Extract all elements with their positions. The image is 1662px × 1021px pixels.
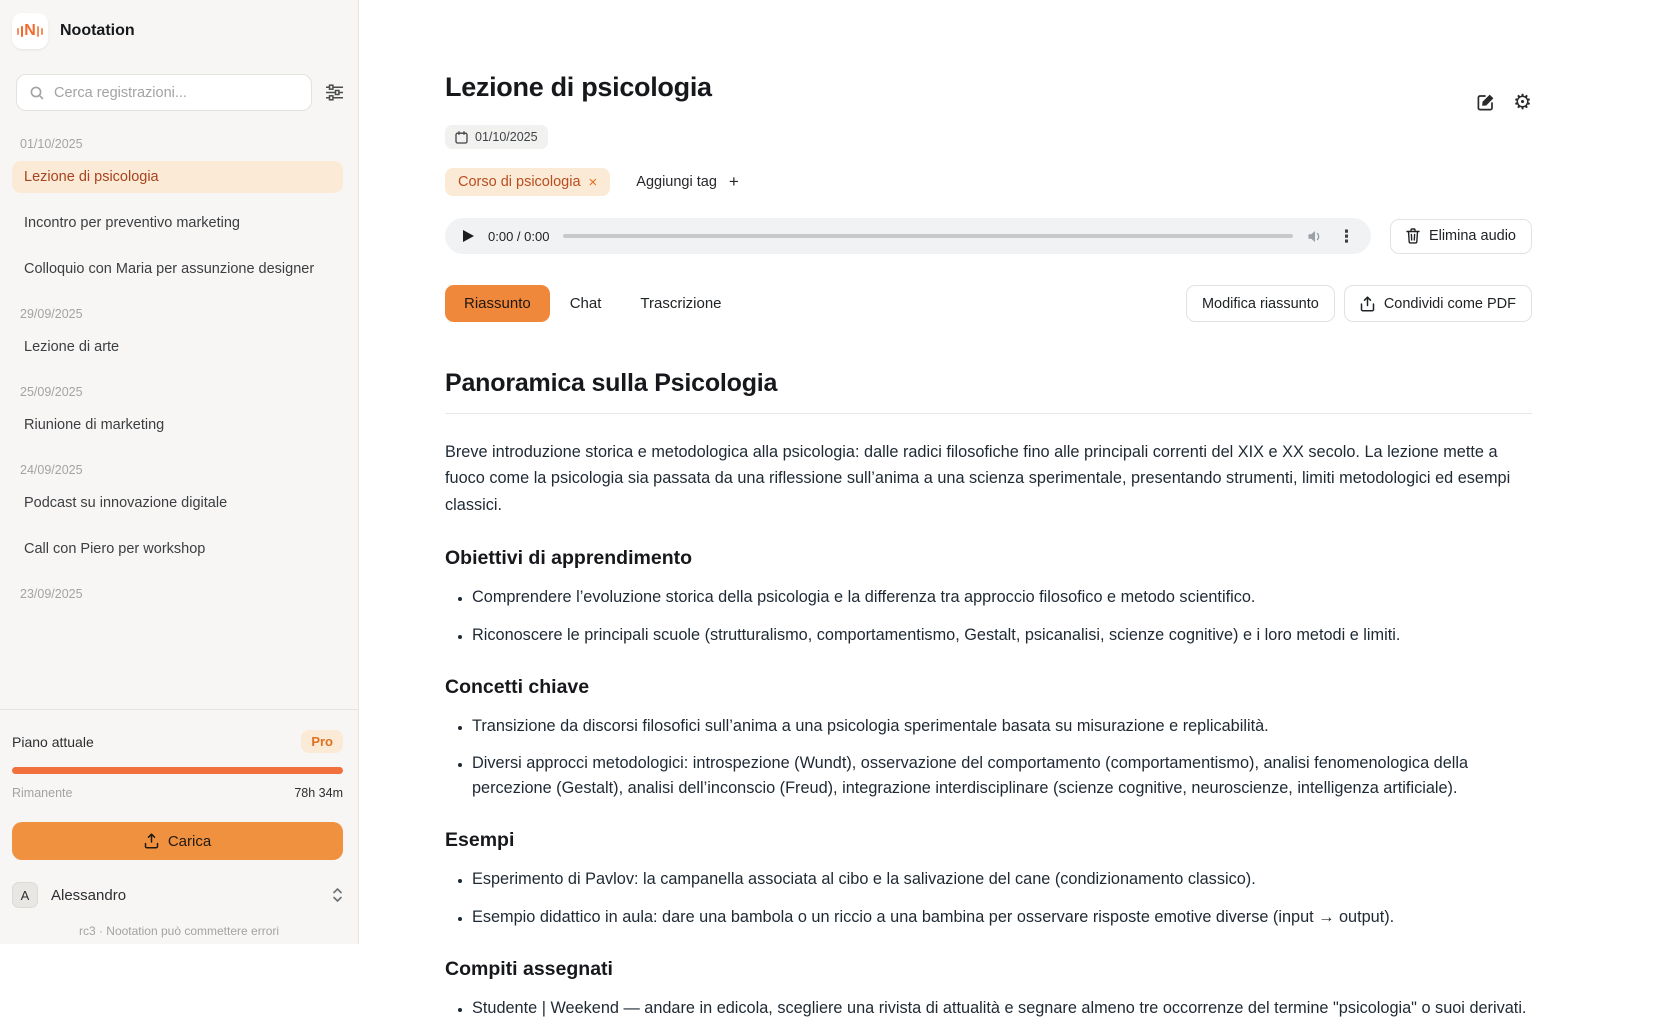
group-date: 29/09/2025 — [12, 307, 343, 321]
tab-trascrizione[interactable]: Trascrizione — [621, 285, 740, 322]
bullet-item: • Esempio didattico in aula: dare una bambola o un riccio a una bambina per osservare risposte emotive diverse (input → output). — [472, 905, 1532, 929]
tabs-row — [445, 285, 1532, 322]
bullet-item: • Esperimento di Pavlov: la campanella associata al cibo e la salivazione del cane (condizionamento classico). — [472, 867, 1532, 891]
audio-row — [445, 218, 1532, 254]
gear-icon: ⚙ — [1513, 92, 1532, 113]
footer-disclaimer: rc3 · Nootation può commettere errori — [0, 924, 358, 938]
tab-chat[interactable]: Chat — [551, 285, 621, 322]
waveform-icon — [37, 26, 43, 37]
search-input[interactable] — [54, 85, 299, 101]
recording-item[interactable]: Colloquio con Maria per assunzione designer — [12, 253, 343, 285]
search-icon — [29, 85, 45, 101]
tag-row — [445, 168, 1532, 196]
date-badge — [445, 125, 548, 149]
add-tag-button[interactable] — [636, 172, 739, 192]
divider — [445, 413, 1532, 414]
settings-button[interactable] — [1513, 92, 1532, 113]
date-badge-label: 01/10/2025 — [475, 130, 538, 144]
remaining-value: 78h 34m — [294, 786, 343, 800]
plus-icon: + — [729, 172, 739, 192]
bullet-item: • Transizione da discorsi filosofici sull’anima a una psicologia sperimentale basata su misurazione e replicabilità. — [472, 714, 1532, 738]
recording-item[interactable]: Call con Piero per workshop — [12, 533, 343, 565]
app-name: Nootation — [60, 22, 135, 40]
brand — [0, 0, 358, 52]
edit-pencil-icon — [1476, 93, 1495, 112]
summary-title: Panoramica sulla Psicologia — [445, 369, 1532, 398]
tag-remove-icon[interactable]: × — [589, 175, 598, 190]
group-date: 25/09/2025 — [12, 385, 343, 399]
upload-button[interactable] — [12, 822, 343, 860]
bullet-item: • Riconoscere le principali scuole (strutturalismo, comportamentismo, Gestalt, psicanalisi, scienze cognitive) e i loro metodi e limiti. — [472, 623, 1532, 647]
edit-summary-button[interactable] — [1186, 285, 1335, 322]
sidebar — [0, 0, 359, 944]
account-name: Alessandro — [51, 887, 319, 904]
account-switcher[interactable] — [12, 882, 343, 908]
upload-label: Carica — [168, 833, 211, 850]
search-row — [0, 52, 358, 111]
recordings-group — [12, 137, 343, 285]
tag-pill[interactable] — [445, 168, 610, 196]
volume-icon[interactable] — [1307, 229, 1324, 244]
bullet-list — [445, 996, 1532, 1020]
share-icon — [1360, 296, 1375, 312]
audio-menu-icon[interactable]: ⋮ — [1338, 228, 1355, 245]
share-pdf-button[interactable] — [1344, 285, 1532, 322]
recording-item[interactable]: Incontro per preventivo marketing — [12, 207, 343, 239]
page-title: Lezione di psicologia — [445, 72, 712, 103]
logo-letter: N — [24, 23, 36, 39]
bullet-item: • Comprendere l’evoluzione storica della psicologia e la differenza tra approccio filosofico e metodo scientifico. — [472, 585, 1532, 609]
recordings-group — [12, 587, 343, 601]
recordings-group — [12, 307, 343, 363]
tab-riassunto[interactable]: Riassunto — [445, 285, 550, 322]
delete-audio-label: Elimina audio — [1429, 228, 1516, 244]
recording-item-selected[interactable]: Lezione di psicologia — [12, 161, 343, 193]
section-heading: Esempi — [445, 829, 1532, 852]
edit-summary-label: Modifica riassunto — [1202, 296, 1319, 312]
main-content — [359, 0, 1662, 944]
bullet-item: • Diversi approcci metodologici: introspezione (Wundt), osservazione del comportamento (comportamentismo), analisi fenomenologica della percezione (Gestalt), analisi dell’inconscio (Freud), integrazione interdisciplinare (scienze cognitive, neuroscienze, intelligenza artificiale). — [472, 751, 1532, 800]
delete-audio-button[interactable] — [1390, 219, 1532, 254]
avatar: A — [12, 882, 38, 908]
edit-title-button[interactable] — [1476, 93, 1495, 112]
audio-time: 0:00 / 0:00 — [488, 229, 549, 244]
audio-seek-bar[interactable] — [563, 234, 1292, 239]
calendar-icon — [455, 131, 468, 144]
bullet-list — [445, 714, 1532, 800]
plan-section — [0, 709, 358, 800]
chevron-up-down-icon — [332, 887, 343, 903]
waveform-icon — [17, 26, 23, 37]
search-box[interactable] — [16, 74, 312, 111]
plan-progress-bar — [12, 767, 343, 774]
recording-item[interactable]: Riunione di marketing — [12, 409, 343, 441]
section-heading: Concetti chiave — [445, 676, 1532, 699]
group-date: 01/10/2025 — [12, 137, 343, 151]
group-date: 23/09/2025 — [12, 587, 343, 601]
tag-label: Corso di psicologia — [458, 174, 581, 190]
bullet-item: • Studente | Weekend — andare in edicola, scegliere una rivista di attualità e segnare almeno tre occorrenze del termine "psicologia" o suoi derivati. — [472, 996, 1532, 1020]
recording-item[interactable]: Lezione di arte — [12, 331, 343, 363]
section-heading: Compiti assegnati — [445, 958, 1532, 981]
recordings-group — [12, 463, 343, 565]
plan-label: Piano attuale — [12, 734, 94, 750]
recordings-group — [12, 385, 343, 441]
remaining-label: Rimanente — [12, 786, 72, 800]
play-icon[interactable] — [463, 230, 474, 242]
filter-sliders-icon[interactable] — [322, 81, 346, 105]
add-tag-label: Aggiungi tag — [636, 174, 717, 190]
section-heading: Obiettivi di apprendimento — [445, 547, 1532, 570]
summary-intro: Breve introduzione storica e metodologica alla psicologia: dalle radici filosofiche fino alle principali correnti del XIX e XX secolo. La lezione mette a fuoco come la psicologia sia passata da una riflessione sull’anima a una scienza sperimentale, presentando strumenti, limiti metodologici ed esempi classici. — [445, 439, 1532, 518]
bullet-list — [445, 585, 1532, 647]
upload-icon — [144, 833, 159, 849]
recording-item[interactable]: Podcast su innovazione digitale — [12, 487, 343, 519]
pro-badge: Pro — [301, 730, 343, 753]
group-date: 24/09/2025 — [12, 463, 343, 477]
summary-document — [445, 369, 1532, 1021]
trash-icon — [1406, 228, 1420, 244]
app-logo-icon — [12, 13, 48, 49]
recordings-list — [0, 111, 358, 709]
audio-player[interactable] — [445, 218, 1371, 254]
bullet-list — [445, 867, 1532, 929]
share-pdf-label: Condividi come PDF — [1384, 296, 1516, 312]
